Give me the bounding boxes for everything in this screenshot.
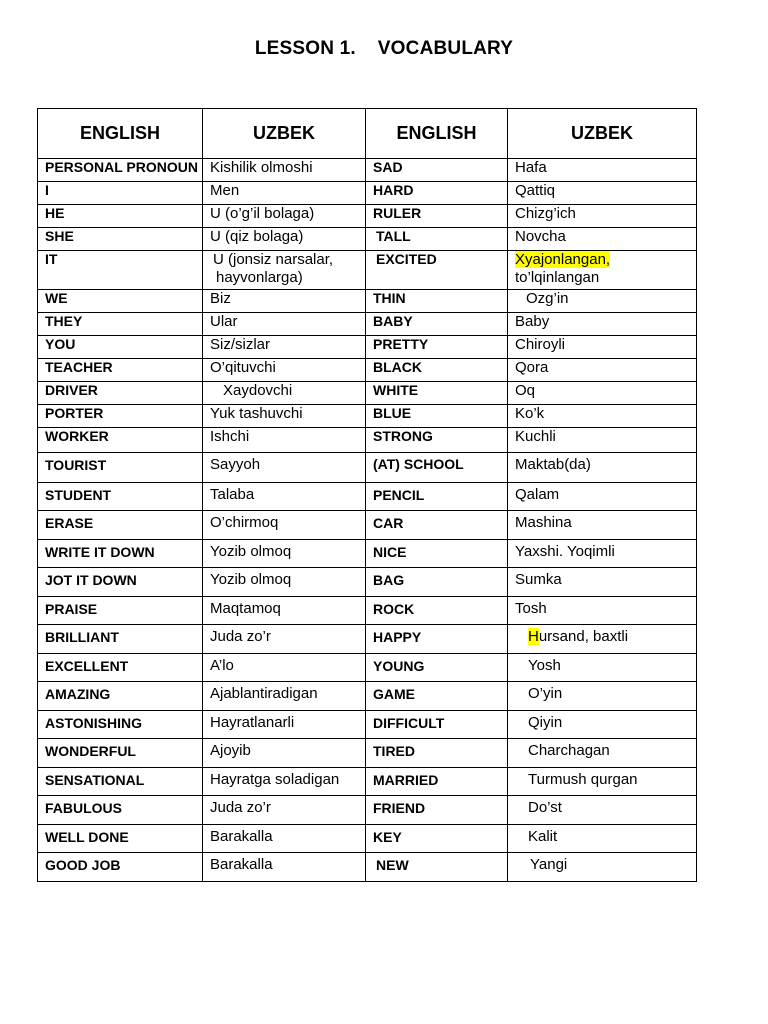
uzbek-translation	[508, 251, 697, 290]
uzbek-translation: Chiroyli	[508, 336, 697, 359]
english-word: HARD	[366, 182, 508, 205]
english-word: I	[38, 182, 203, 205]
table-row	[38, 540, 697, 568]
uzbek-translation: Oq	[508, 382, 697, 405]
english-word: WHITE	[366, 382, 508, 405]
table-row	[38, 853, 697, 882]
english-word: WE	[38, 290, 203, 313]
english-word: DRIVER	[38, 382, 203, 405]
uzbek-translation: Qattiq	[508, 182, 697, 205]
table-row	[38, 453, 697, 483]
english-word: BLACK	[366, 359, 508, 382]
uzbek-translation: Barakalla	[203, 825, 366, 853]
uzbek-translation: Ko’k	[508, 405, 697, 428]
table-row	[38, 483, 697, 511]
uzbek-translation: Siz/sizlar	[203, 336, 366, 359]
table-row	[38, 159, 697, 182]
column-header-english-1: ENGLISH	[38, 109, 203, 159]
english-word: THEY	[38, 313, 203, 336]
english-word: GOOD JOB	[38, 853, 203, 882]
uzbek-translation: Sayyoh	[203, 453, 366, 483]
table-row	[38, 205, 697, 228]
uzbek-translation: Yosh	[508, 654, 697, 682]
uzbek-translation: Yaxshi. Yoqimli	[508, 540, 697, 568]
english-word: EXCELLENT	[38, 654, 203, 682]
english-word: DIFFICULT	[366, 711, 508, 739]
english-word: BLUE	[366, 405, 508, 428]
table-row	[38, 768, 697, 796]
uzbek-translation: A’lo	[203, 654, 366, 682]
english-word: PRETTY	[366, 336, 508, 359]
uzbek-translation: Qiyin	[508, 711, 697, 739]
uzbek-translation: Biz	[203, 290, 366, 313]
uzbek-translation: Ozg’in	[508, 290, 697, 313]
uzbek-translation: Ishchi	[203, 428, 366, 453]
english-word: MARRIED	[366, 768, 508, 796]
highlighted-text: H	[528, 628, 539, 645]
vocabulary-table	[37, 108, 697, 882]
uzbek-translation: Maqtamoq	[203, 597, 366, 625]
column-header-uzbek-1: UZBEK	[203, 109, 366, 159]
uzbek-translation: Turmush qurgan	[508, 768, 697, 796]
english-word: (AT) SCHOOL	[366, 453, 508, 483]
translation-line: U (jonsiz narsalar,	[213, 251, 334, 268]
english-word: FRIEND	[366, 796, 508, 825]
english-word: PRAISE	[38, 597, 203, 625]
table-header-row	[38, 109, 697, 159]
uzbek-translation: Talaba	[203, 483, 366, 511]
english-word: ERASE	[38, 511, 203, 540]
table-row	[38, 711, 697, 739]
english-word: WORKER	[38, 428, 203, 453]
english-word: TEACHER	[38, 359, 203, 382]
uzbek-translation: Tosh	[508, 597, 697, 625]
table-row	[38, 739, 697, 768]
uzbek-translation: U (o’g’il bolaga)	[203, 205, 366, 228]
english-word: SHE	[38, 228, 203, 251]
uzbek-translation: Baby	[508, 313, 697, 336]
english-word: NEW	[366, 853, 508, 882]
uzbek-translation	[203, 251, 366, 290]
uzbek-translation: O’chirmoq	[203, 511, 366, 540]
table-row	[38, 568, 697, 597]
english-word: IT	[38, 251, 203, 290]
table-row	[38, 336, 697, 359]
english-word: TALL	[366, 228, 508, 251]
uzbek-translation: Men	[203, 182, 366, 205]
uzbek-translation: Yangi	[508, 853, 697, 882]
english-word: AMAZING	[38, 682, 203, 711]
english-word: TOURIST	[38, 453, 203, 483]
english-word: JOT IT DOWN	[38, 568, 203, 597]
english-word: WONDERFUL	[38, 739, 203, 768]
english-word: PORTER	[38, 405, 203, 428]
table-row	[38, 313, 697, 336]
table-row	[38, 382, 697, 405]
table-row	[38, 182, 697, 205]
english-word: YOU	[38, 336, 203, 359]
uzbek-translation: Xaydovchi	[203, 382, 366, 405]
uzbek-translation	[508, 625, 697, 654]
english-word: EXCITED	[366, 251, 508, 290]
table-row	[38, 228, 697, 251]
uzbek-translation: Qora	[508, 359, 697, 382]
english-word: HE	[38, 205, 203, 228]
english-word: CAR	[366, 511, 508, 540]
english-word: STUDENT	[38, 483, 203, 511]
table-row	[38, 796, 697, 825]
uzbek-translation: O’qituvchi	[203, 359, 366, 382]
table-row	[38, 625, 697, 654]
table-row	[38, 682, 697, 711]
uzbek-translation: U (qiz bolaga)	[203, 228, 366, 251]
table-row	[38, 405, 697, 428]
uzbek-translation: Juda zo’r	[203, 796, 366, 825]
english-word: STRONG	[366, 428, 508, 453]
english-word: YOUNG	[366, 654, 508, 682]
english-word: KEY	[366, 825, 508, 853]
uzbek-translation: Hafa	[508, 159, 697, 182]
english-word: PENCIL	[366, 483, 508, 511]
english-word: FABULOUS	[38, 796, 203, 825]
column-header-uzbek-2: UZBEK	[508, 109, 697, 159]
english-word: HAPPY	[366, 625, 508, 654]
uzbek-translation: Novcha	[508, 228, 697, 251]
table-row	[38, 359, 697, 382]
table-row	[38, 654, 697, 682]
english-word: NICE	[366, 540, 508, 568]
uzbek-translation: Kalit	[508, 825, 697, 853]
english-word: SAD	[366, 159, 508, 182]
uzbek-translation: Do’st	[508, 796, 697, 825]
uzbek-translation: Kuchli	[508, 428, 697, 453]
uzbek-translation: Charchagan	[508, 739, 697, 768]
uzbek-translation: Kishilik olmoshi	[203, 159, 366, 182]
uzbek-translation: Ajablantiradigan	[203, 682, 366, 711]
english-word: WRITE IT DOWN	[38, 540, 203, 568]
translation-rest: ursand, baxtli	[538, 628, 629, 645]
uzbek-translation: Ular	[203, 313, 366, 336]
uzbek-translation: Mashina	[508, 511, 697, 540]
english-word: SENSATIONAL	[38, 768, 203, 796]
uzbek-translation: Hayratlanarli	[203, 711, 366, 739]
english-word: RULER	[366, 205, 508, 228]
table-row	[38, 825, 697, 853]
english-word: BAG	[366, 568, 508, 597]
uzbek-translation: Chizg’ich	[508, 205, 697, 228]
english-word: BABY	[366, 313, 508, 336]
table-row	[38, 428, 697, 453]
page-title: LESSON 1. VOCABULARY	[254, 38, 514, 59]
uzbek-translation: Maktab(da)	[508, 453, 697, 483]
uzbek-translation: Sumka	[508, 568, 697, 597]
translation-line: hayvonlarga)	[216, 269, 303, 286]
table-row	[38, 251, 697, 290]
uzbek-translation: Yozib olmoq	[203, 540, 366, 568]
table-row	[38, 290, 697, 313]
table-row	[38, 511, 697, 540]
uzbek-translation: Ajoyib	[203, 739, 366, 768]
highlighted-text: Xyajonlangan,	[515, 251, 611, 268]
english-word: ASTONISHING	[38, 711, 203, 739]
uzbek-translation: Qalam	[508, 483, 697, 511]
translation-line: to’lqinlangan	[515, 269, 600, 286]
uzbek-translation: Hayratga soladigan	[203, 768, 366, 796]
english-word: TIRED	[366, 739, 508, 768]
english-word: THIN	[366, 290, 508, 313]
uzbek-translation: Yuk tashuvchi	[203, 405, 366, 428]
english-word: ROCK	[366, 597, 508, 625]
english-word: BRILLIANT	[38, 625, 203, 654]
english-word: WELL DONE	[38, 825, 203, 853]
english-word: GAME	[366, 682, 508, 711]
column-header-english-2: ENGLISH	[366, 109, 508, 159]
uzbek-translation: Juda zo’r	[203, 625, 366, 654]
uzbek-translation: Barakalla	[203, 853, 366, 882]
english-word: PERSONAL PRONOUN	[38, 159, 203, 182]
table-row	[38, 597, 697, 625]
uzbek-translation: Yozib olmoq	[203, 568, 366, 597]
uzbek-translation: O’yin	[508, 682, 697, 711]
